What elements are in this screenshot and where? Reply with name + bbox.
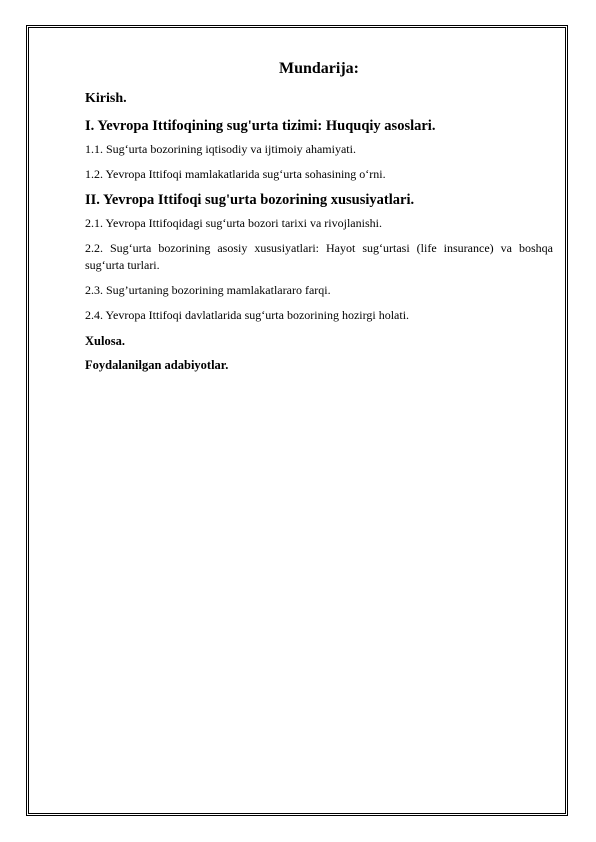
toc-references: Foydalanilgan adabiyotlar. <box>85 358 229 372</box>
toc-chapter-2: II. Yevropa Ittifoqi sug'urta bozorining xususiyatlari. <box>85 192 415 208</box>
toc-chapter-1: I. Yevropa Ittifoqining sug'urta tizimi: Huquqiy asoslari. <box>85 118 436 134</box>
toc-section-2-4: 2.4. Yevropa Ittifoqi davlatlarida sug‘urta bozorining hozirgi holati. <box>85 308 410 322</box>
toc-section-2-1: 2.1. Yevropa Ittifoqidagi sug‘urta bozori tarixi va rivojlanishi. <box>85 216 382 230</box>
toc-conclusion: Xulosa. <box>85 334 125 348</box>
table-of-contents <box>85 60 553 380</box>
toc-section-1-1: 1.1. Sug‘urta bozorining iqtisodiy va ijtimoiy ahamiyati. <box>85 142 356 156</box>
toc-section-2-2: 2.2. Sug‘urta bozorining asosiy xususiyatlari: Hayot sug‘urtasi (life insurance) va boshqa sug‘urta turlari. <box>85 241 553 272</box>
toc-section-2-3: 2.3. Sug’urtaning bozorining mamlakatlararo farqi. <box>85 283 331 297</box>
toc-intro: Kirish. <box>85 91 127 106</box>
toc-title: Mundarija: <box>279 60 359 77</box>
toc-section-1-2: 1.2. Yevropa Ittifoqi mamlakatlarida sug‘urta sohasining o‘rni. <box>85 167 386 181</box>
